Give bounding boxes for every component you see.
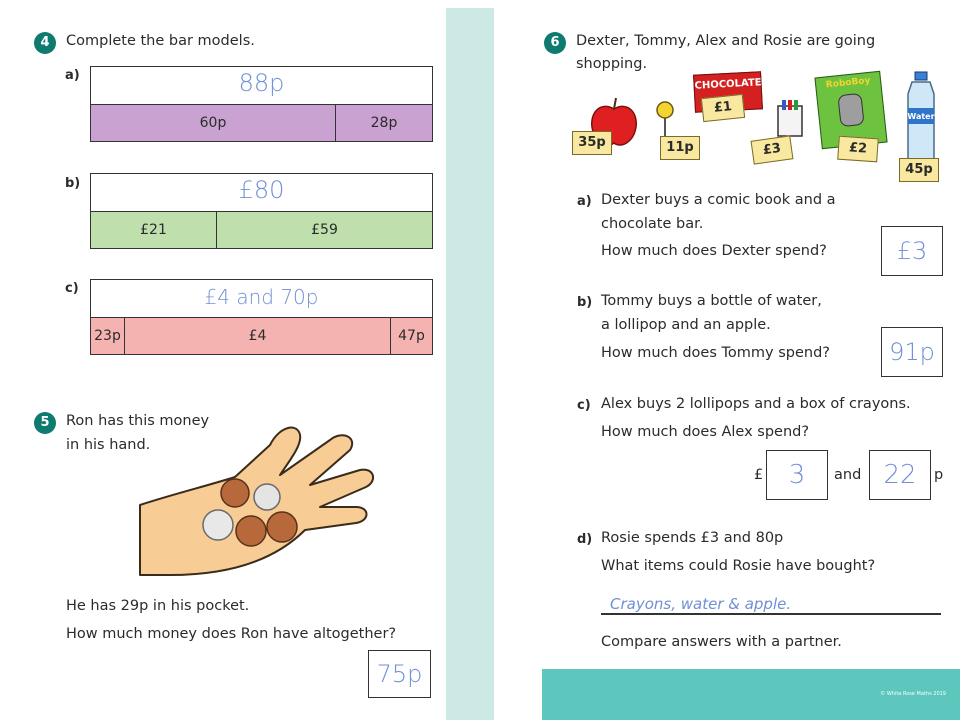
q6c-and: and [834, 467, 862, 483]
q4c-parts-bar [90, 317, 433, 355]
q4a-part-2: 28p [370, 115, 398, 131]
q6-line-2: shopping. [576, 56, 648, 72]
coin-2p-icon [267, 512, 297, 542]
q5-line-2: in his hand. [66, 437, 151, 453]
q4c-part-2: £4 [125, 318, 391, 354]
q4a-label: a) [65, 68, 80, 83]
q5-line-3: He has 29p in his pocket. [66, 598, 250, 614]
price-tag-lollipop: 11p [660, 136, 700, 160]
q4b-part-1: £21 [91, 212, 217, 248]
price-tag-chocolate: £1 [701, 94, 745, 122]
question-number-4: 4 [34, 32, 56, 54]
q4c-total-bar [90, 279, 433, 318]
q4c-label: c) [65, 281, 79, 296]
coin-1p-icon [221, 479, 249, 507]
q6b-line-1: Tommy buys a bottle of water, [601, 293, 822, 309]
q4c-part-1: 23p [91, 318, 125, 354]
q6d-answer: Crayons, water & apple. [610, 595, 792, 613]
q4c-part-3: 47p [398, 328, 425, 344]
question-number-5: 5 [34, 412, 56, 434]
crayon-box-icon [776, 98, 806, 138]
q4a-total-bar [90, 66, 433, 105]
q6c-pounds-box[interactable] [766, 450, 828, 500]
chocolate-wrapper-label: CHOCOLATE [694, 77, 762, 92]
page-divider [446, 8, 494, 720]
robot-icon [837, 93, 864, 127]
q6c-label: c) [577, 398, 591, 413]
q5-line-1: Ron has this money [66, 413, 210, 429]
q4a-parts-bar [90, 104, 433, 142]
q6d-question: What items could Rosie have bought? [601, 558, 876, 574]
q6b-answer-box[interactable] [881, 327, 943, 377]
q5-answer-box[interactable] [368, 650, 431, 698]
q4-prompt: Complete the bar models. [66, 33, 255, 49]
hand-with-coins-illustration [130, 415, 390, 585]
q4a-part-1: 60p [91, 105, 336, 141]
coin-10p-icon [203, 510, 233, 540]
q6c-answer-pounds: 3 [788, 460, 806, 490]
q6c-pence-box[interactable] [869, 450, 931, 500]
q6a-label: a) [577, 194, 592, 209]
price-tag-comic: £2 [837, 136, 879, 163]
q6c-line-1: Alex buys 2 lollipops and a box of crayons. [601, 396, 911, 412]
q6c-answer-pence: 22 [883, 460, 917, 490]
water-bottle-label: Water [907, 112, 935, 121]
q6b-line-2: a lollipop and an apple. [601, 317, 771, 333]
question-number-6: 6 [544, 32, 566, 54]
q6d-line-1: Rosie spends £3 and 80p [601, 530, 784, 546]
q4b-total-answer: £80 [238, 176, 285, 204]
q4b-parts-bar [90, 211, 433, 249]
q5-answer: 75p [376, 660, 423, 688]
q6-line-1: Dexter, Tommy, Alex and Rosie are going [576, 33, 876, 49]
q6a-question: How much does Dexter spend? [601, 243, 827, 259]
q4b-total-bar [90, 173, 433, 212]
price-tag-crayons: £3 [751, 135, 794, 164]
q4c-total-answer: £4 and 70p [204, 285, 319, 309]
q6d-answer-line[interactable] [601, 613, 941, 615]
q4a-total-answer: 88p [238, 69, 285, 97]
q6b-answer: 91p [889, 338, 935, 366]
q6a-answer: £3 [896, 237, 928, 265]
q6c-question: How much does Alex spend? [601, 424, 810, 440]
q6b-label: b) [577, 295, 593, 310]
q6d-label: d) [577, 532, 593, 547]
price-tag-water: 45p [899, 158, 939, 182]
copyright: © White Rose Maths 2019 [880, 691, 946, 697]
q6b-question: How much does Tommy spend? [601, 345, 830, 361]
q6a-line-2: chocolate bar. [601, 216, 704, 232]
q6a-line-1: Dexter buys a comic book and a [601, 192, 836, 208]
q6c-pence-sign: p [934, 467, 944, 483]
q6a-answer-box[interactable] [881, 226, 943, 276]
q6d-compare: Compare answers with a partner. [601, 634, 842, 650]
coin-5p-icon [254, 484, 280, 510]
q4b-part-2: £59 [311, 222, 338, 238]
coin-2p-icon [236, 516, 266, 546]
q6c-pound-sign: £ [754, 467, 764, 483]
comic-title: RoboBoy [825, 75, 871, 91]
q5-question: How much money does Ron have altogether? [66, 626, 397, 642]
q4b-label: b) [65, 176, 81, 191]
price-tag-apple: 35p [572, 131, 612, 155]
